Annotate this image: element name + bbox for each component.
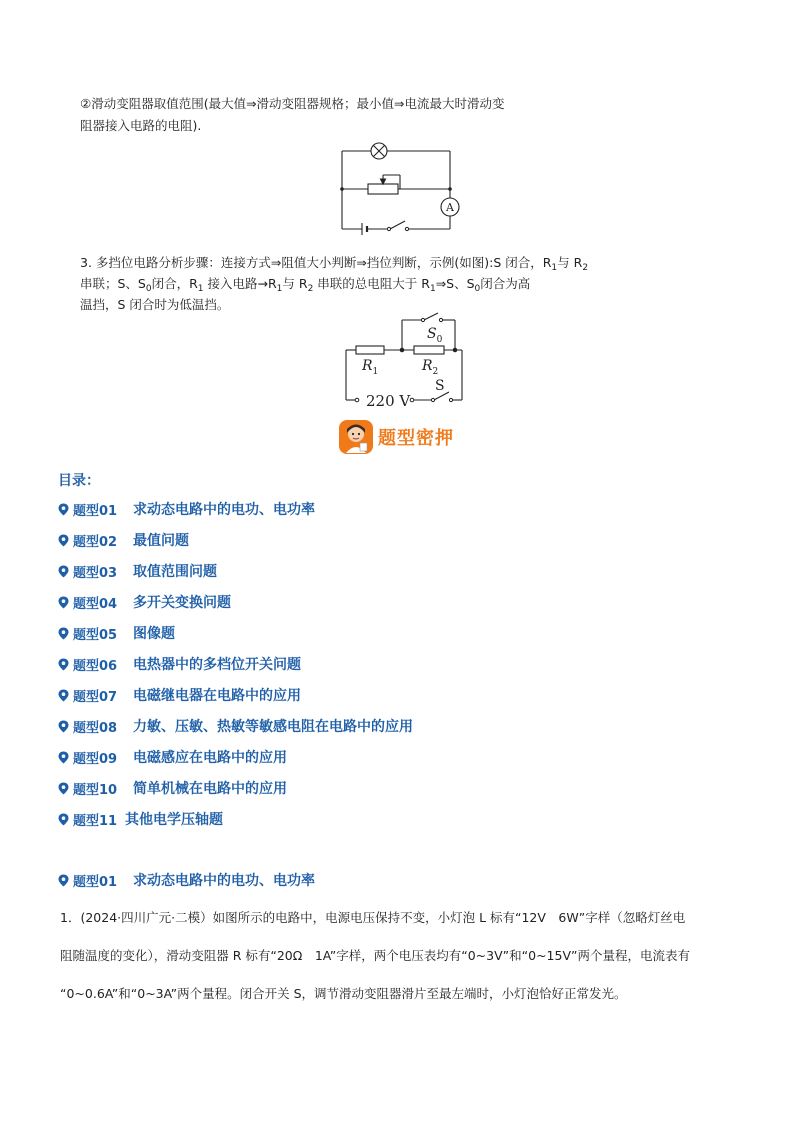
section-title: 求动态电路中的电功、电功率 — [133, 873, 315, 889]
s0-label: $S_0$ — [427, 326, 443, 345]
question-line-3: “0~0.6A”和“0~3A”两个量程。闭合开关 S，调节滑动变阻器滑片至最左端时，小灯泡恰好正常发光。 — [60, 986, 627, 1001]
location-pin-icon — [58, 689, 69, 702]
toc-item-number: 题型07 — [73, 689, 118, 705]
toc-item-label: 力敏、压敏、热敏等敏感电阻在电路中的应用 — [133, 719, 413, 735]
toc-item-number: 题型05 — [73, 627, 118, 643]
toc-item[interactable] — [58, 654, 301, 674]
toc-item-label: 多开关变换问题 — [133, 595, 231, 611]
r2-label: $R_2$ — [422, 358, 439, 377]
toc-item-label: 求动态电路中的电功、电功率 — [133, 502, 315, 518]
toc-item-label: 取值范围问题 — [133, 564, 217, 580]
section-banner — [338, 419, 458, 455]
intro-line-2: 阻器接入电路的电阻). — [80, 118, 202, 133]
section-heading — [58, 870, 315, 890]
toc-item-number: 题型10 — [73, 782, 118, 798]
toc-item[interactable] — [58, 561, 217, 581]
toc-item-number: 题型08 — [73, 720, 118, 736]
step3-line-3: 温挡，S 闭合时为低温挡。 — [80, 297, 230, 312]
location-pin-icon — [58, 534, 69, 547]
location-pin-icon — [58, 658, 69, 671]
location-pin-icon — [58, 627, 69, 640]
toc-item-number: 题型11 — [73, 813, 118, 829]
toc-item-label: 电磁继电器在电路中的应用 — [133, 688, 301, 704]
section-number: 题型01 — [73, 874, 118, 890]
teacher-avatar-icon — [338, 419, 374, 455]
location-pin-icon — [58, 596, 69, 609]
toc-item[interactable] — [58, 747, 287, 767]
toc-item[interactable] — [58, 592, 231, 612]
step3-line-1: 3. 多挡位电路分析步骤：连接方式⇒阻值大小判断⇒挡位判断，示例(如图):S 闭合，$R_1$与 $R_2$ — [80, 255, 589, 273]
toc-item-label: 图像题 — [133, 626, 175, 642]
toc-item[interactable] — [58, 530, 189, 550]
toc-item[interactable] — [58, 685, 301, 705]
toc-item-label: 最值问题 — [133, 533, 189, 549]
toc-item-number: 题型01 — [73, 503, 118, 519]
toc-item[interactable] — [58, 716, 413, 736]
r1-label: $R_1$ — [362, 358, 379, 377]
toc-item-label: 电磁感应在电路中的应用 — [133, 750, 287, 766]
toc-item-label: 电热器中的多档位开关问题 — [133, 657, 301, 673]
location-pin-icon — [58, 782, 69, 795]
toc-item[interactable] — [58, 499, 315, 519]
toc-item-label: 其他电学压轴题 — [125, 812, 223, 828]
location-pin-icon — [58, 751, 69, 764]
location-pin-icon — [58, 720, 69, 733]
toc-item[interactable] — [58, 809, 223, 829]
question-line-1: 1．(2024·四川广元·二模）如图所示的电路中，电源电压保持不变，小灯泡 L 标有“12V 6W”字样（忽略灯丝电 — [60, 910, 686, 925]
toc-item-label: 简单机械在电路中的应用 — [133, 781, 287, 797]
location-pin-icon — [58, 874, 69, 887]
toc-item-number: 题型09 — [73, 751, 118, 767]
toc-item[interactable] — [58, 623, 175, 643]
toc-item-number: 题型02 — [73, 534, 118, 550]
question-line-2: 阻随温度的变化），滑动变阻器 R 标有“20Ω 1A”字样，两个电压表均有“0~3V”和“0~15V”两个量程，电流表有 — [60, 948, 690, 963]
toc-item-number: 题型06 — [73, 658, 118, 674]
toc-item-number: 题型04 — [73, 596, 118, 612]
toc-item[interactable] — [58, 778, 287, 798]
voltage-label: 220 V — [366, 392, 411, 410]
location-pin-icon — [58, 503, 69, 516]
step3-line-2: 串联；S、$S_0$闭合，$R_1$ 接入电路$\to R_1$与 $R_2$ 串联的总电阻大于 $R_1\Rightarrow S$、$S_0$闭合为高 — [80, 276, 531, 294]
circuit-diagram-2 — [338, 310, 473, 415]
ammeter-label: A — [446, 201, 454, 214]
banner-text: 题型密押 — [378, 428, 454, 449]
location-pin-icon — [58, 813, 69, 826]
location-pin-icon — [58, 565, 69, 578]
toc-item-number: 题型03 — [73, 565, 118, 581]
circuit-diagram-1 — [330, 138, 470, 238]
toc-title: 目录： — [58, 473, 100, 489]
s-label: S — [435, 378, 445, 394]
intro-line-1: ②滑动变阻器取值范围(最大值⇒滑动变阻器规格；最小值⇒电流最大时滑动变 — [80, 96, 505, 111]
